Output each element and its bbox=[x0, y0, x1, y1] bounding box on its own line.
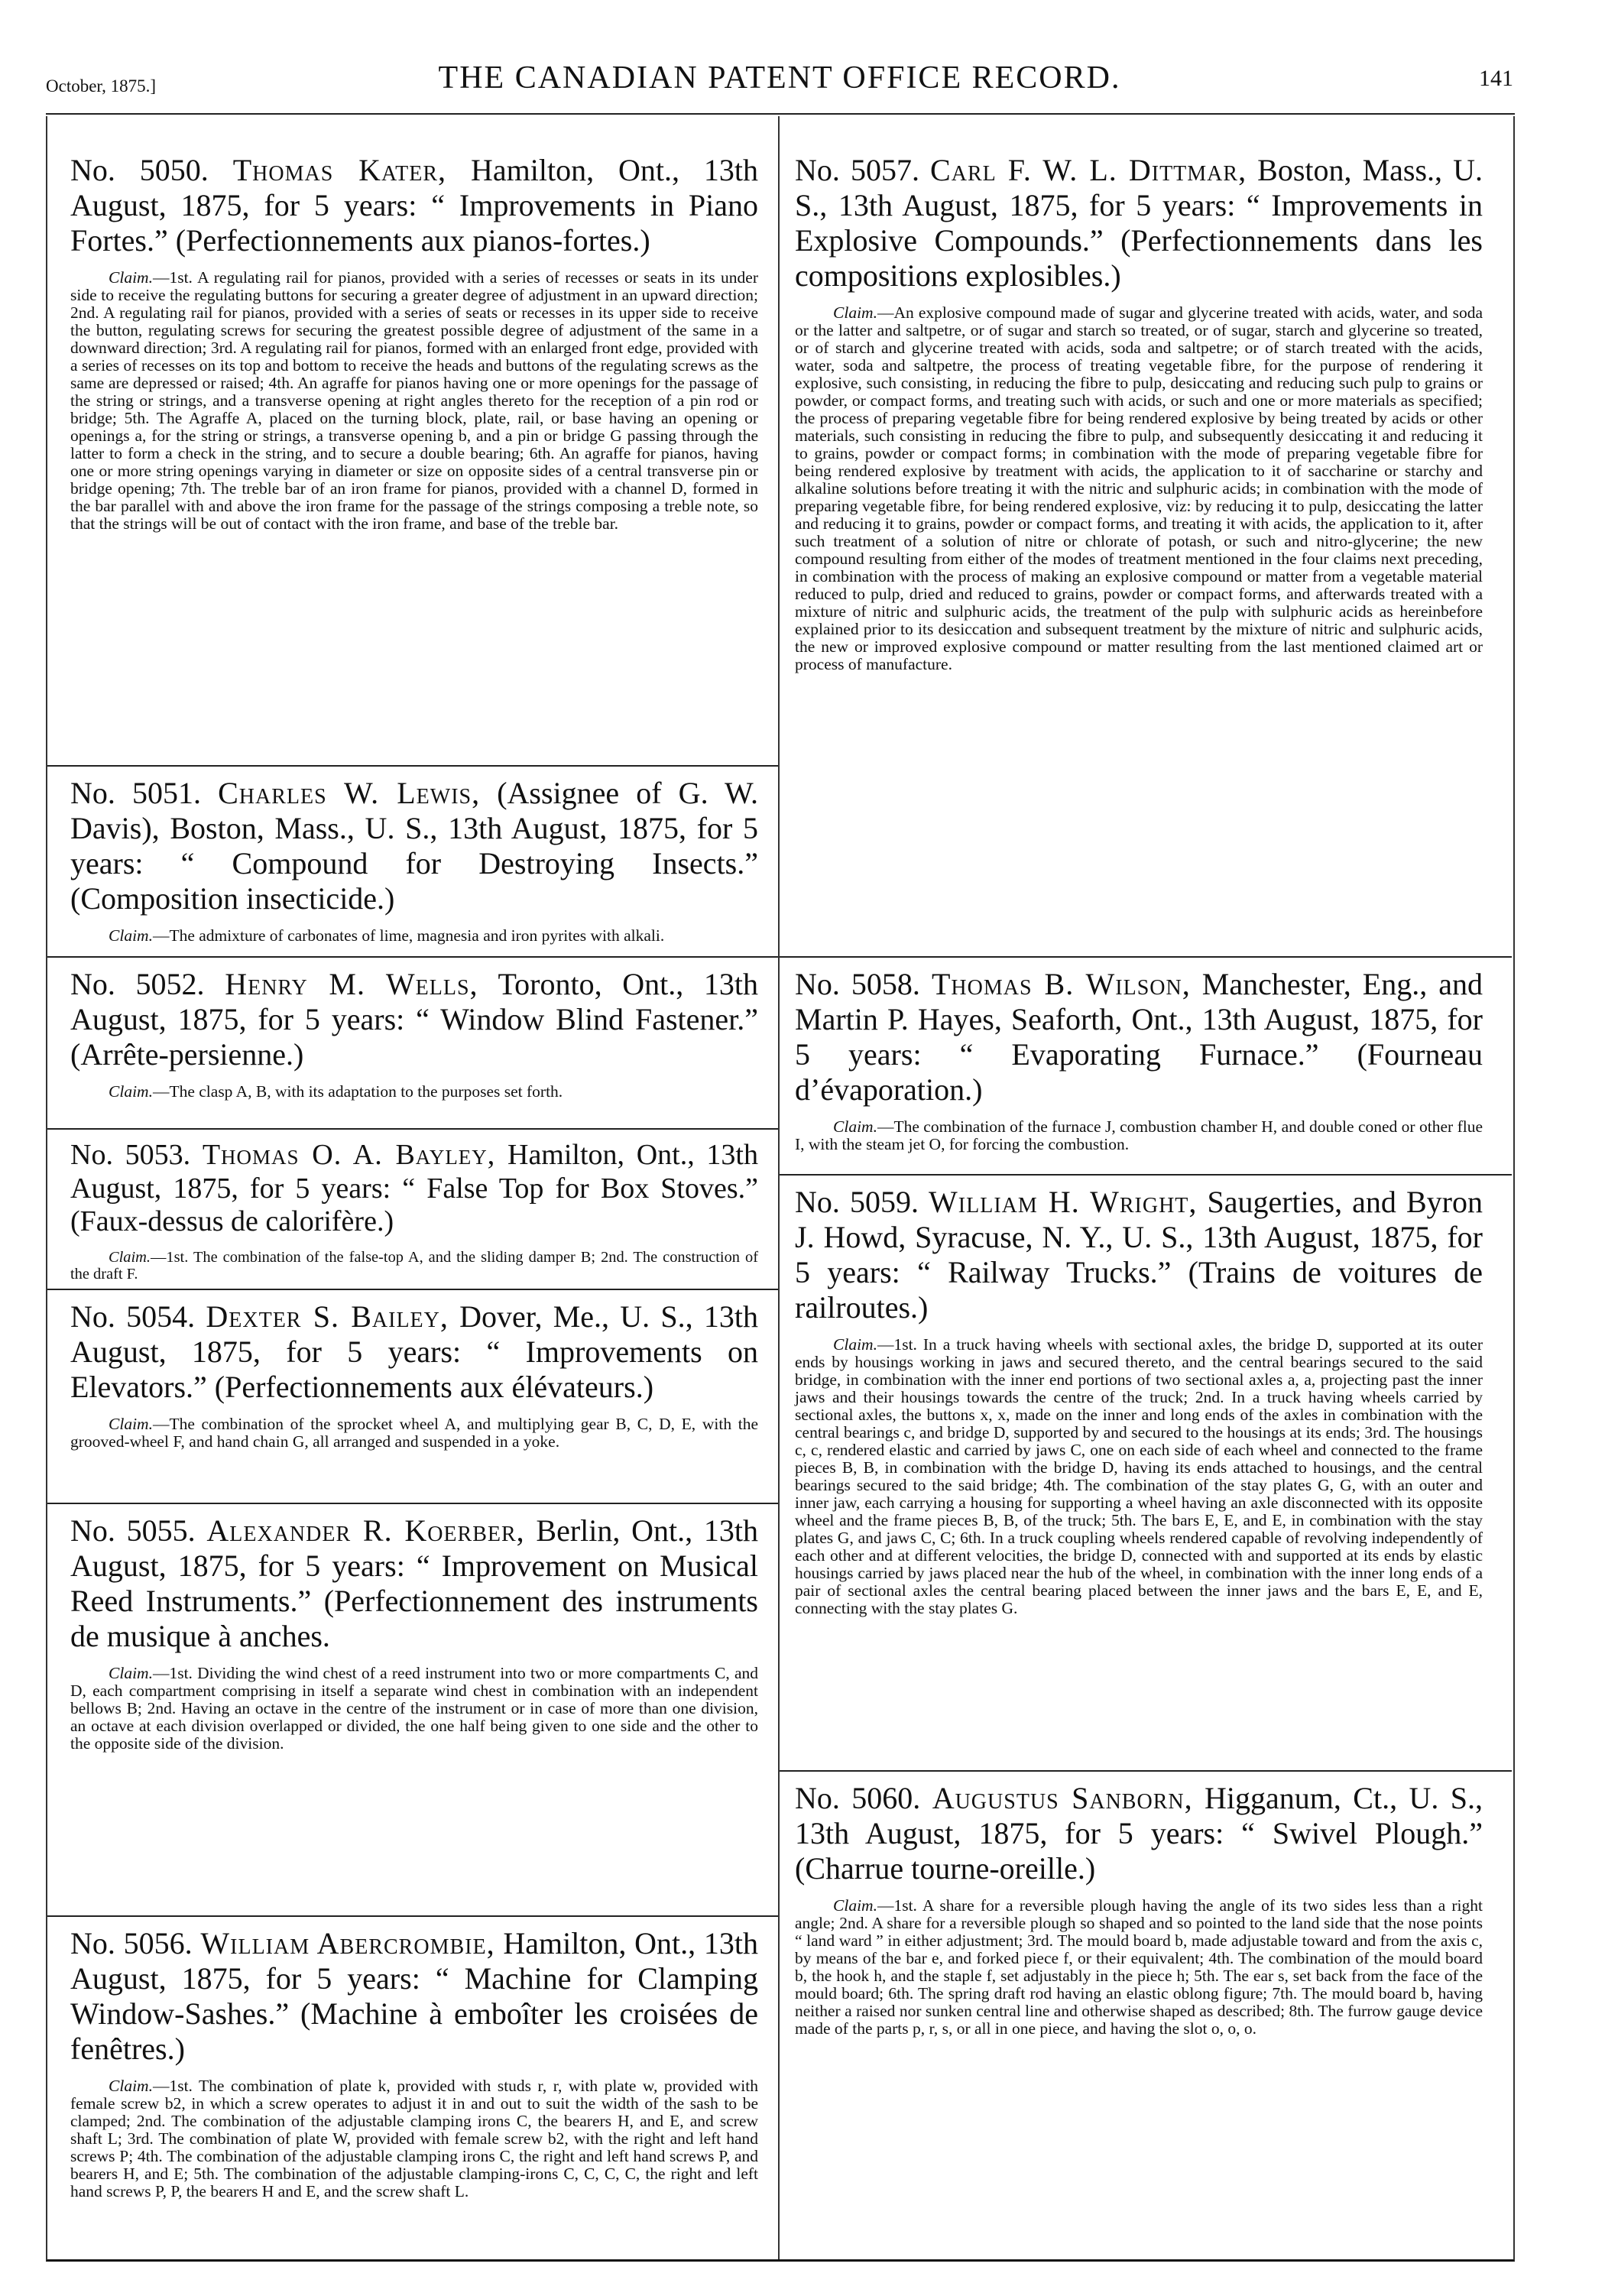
entry-separator bbox=[47, 765, 778, 767]
entry-separator bbox=[780, 1174, 1512, 1176]
entry-number: No. 5059. bbox=[795, 1185, 919, 1219]
claim-text: —1st. The combination of the false-top A, and the sliding damper B; 2nd. The construction of the draft F. bbox=[70, 1249, 758, 1283]
patent-entry-5056 bbox=[70, 1926, 758, 2200]
entry-separator bbox=[47, 956, 778, 958]
entry-text: Saugerties, and Byron J. Howd, Syracuse, N. Y., U. S., 13th August, 1875, for 5 years: “ Railway Trucks.” (Trains de voitures de railroutes.) bbox=[795, 1185, 1483, 1325]
claim-label: Claim. bbox=[109, 1082, 153, 1101]
claim-label: Claim. bbox=[109, 268, 153, 287]
claim-label: Claim. bbox=[109, 926, 153, 945]
patent-entry-5053 bbox=[70, 1139, 758, 1283]
patent-entry-5055 bbox=[70, 1513, 758, 1753]
patent-entry-5060 bbox=[795, 1781, 1483, 2038]
entry-number: No. 5058. bbox=[795, 967, 920, 1001]
header-title: THE CANADIAN PATENT OFFICE RECORD. bbox=[438, 60, 1121, 96]
column-divider bbox=[778, 116, 780, 2259]
entry-number: No. 5055. bbox=[70, 1513, 196, 1548]
header-date: October, 1875.] bbox=[46, 76, 157, 96]
claim-label: Claim. bbox=[109, 2077, 153, 2095]
entry-number: No. 5060. bbox=[795, 1781, 921, 1815]
entry-name: Dexter S. Bailey, bbox=[206, 1299, 449, 1334]
claim-text: —1st. In a truck having wheels with sectional axles, the bridge D, supported at its outer ends by housings working in jaws and secured thereto, and the central bearings secured to the said bridge, in combination with the inner end portions of two sectional axles a, a, projecting past the inner jaws and their housings towards the centre of the truck; 2nd. In a truck having wheels carried by sectional axles, the buttons x, x, made on the inner and long ends of the axles in combination with the central bearings c, and bridge D, supported by and secured to the housings at its ends; 3rd. The housings c, c, rendered elastic and carried by jaws C, one on each side of each wheel and connected to the frame pieces B, B, in combination with the bridge D, having its ends attached to housings, and the central bearings secured to the said bridge; 4th. The combination of the stay plates G, G, with an outer and inner jaw, each carrying a housing for supporting a wheel having an axle disconnected with its opposite wheel and the frame pieces B, B, of the truck; 5th. The bars E, E, and E, in combination with the stay plates G, and jaws C, C; 6th. In a truck coupling wheels rendered capable of revolving independently of each other and at different velocities, the bridge D, connected with and supported at its ends by elastic housings carried by jaws placed near the hub of the wheel, in combination with the inner long ends of a pair of sectional axles the central bearing placed between the inner jaws and the bars E, E, and E, connecting with the stay plates G. bbox=[795, 1335, 1483, 1617]
entry-number: No. 5056. bbox=[70, 1926, 193, 1960]
entry-name: Thomas O. A. Bayley, bbox=[202, 1139, 496, 1171]
entry-separator bbox=[47, 1503, 778, 1504]
entry-number: No. 5054. bbox=[70, 1299, 196, 1334]
entry-name: Alexander R. Koerber, bbox=[206, 1513, 525, 1548]
claim-label: Claim. bbox=[833, 303, 877, 322]
entry-number: No. 5050. bbox=[70, 153, 209, 187]
entry-text: Hamilton, Ont., 13th August, 1875, for 5 years: “ Improvements in Piano Fortes.” (Perfectionnements aux pianos-fortes.) bbox=[70, 153, 758, 258]
entry-name: Thomas B. Wilson, bbox=[931, 967, 1191, 1001]
entry-name: William H. Wright, bbox=[929, 1185, 1198, 1219]
entry-name: Augustus Sanborn, bbox=[932, 1781, 1193, 1815]
entry-text: (Assignee of G. W. Davis), Boston, Mass., U. S., 13th August, 1875, for 5 years: “ Compound for Destroying Insects.” (Composition insecticide.) bbox=[70, 776, 759, 916]
claim-text: —1st. The combination of plate k, provided with studs r, r, with plate w, provided with female screw b2, in which a screw operates to adjust it in and out to suit the width of the sash to be clamped; 2nd. The combination of the adjustable clamping irons C, the bearers H, and E, and screw shaft L; 3rd. The combination of plate W, provided with female screw b2, with the right and left hand screws P; 4th. The combination of the adjustable clamping irons C, the right and left hand screws P, and bearers H, and E; 5th. The combination of the adjustable clamping-irons C, C, C, C, the right and left hand screws P, P, the bearers H and E, and the screw shaft L. bbox=[70, 2077, 758, 2200]
patent-entry-5058 bbox=[795, 967, 1483, 1153]
entry-name: William Abercrombie, bbox=[200, 1926, 495, 1960]
entry-name: Thomas Kater, bbox=[232, 153, 447, 187]
entry-text: Toronto, Ont., 13th August, 1875, for 5 years: “ Window Blind Fastener.” (Arrête-persienne.) bbox=[70, 967, 758, 1072]
claim-label: Claim. bbox=[109, 1415, 153, 1433]
claim-text: —1st. A share for a reversible plough having the angle of its two sides less than a right angle; 2nd. A share for a reversible plough so shaped and so pointed to the land side that the nose points “ land ward ” in either adjustment; 3rd. The mould board b, made adjustable toward and from the axis c, by means of the bar e, and forked piece f, or their equivalent; 4th. The combination of the mould board b, the hook h, and the staple f, set adjustably in the piece h; 5th. The ear s, set back from the face of the mould board; 6th. The spring draft rod having an elastic oblong figure; 7th. The mould board b, having neither a raised nor sunken central line and otherwise shaped as described; 8th. The furrow gauge device made of the parts p, r, s, or all in one piece, and having the slot o, o, o. bbox=[795, 1896, 1483, 2038]
claim-label: Claim. bbox=[109, 1249, 151, 1266]
entry-text: Higganum, Ct., U. S., 13th August, 1875, for 5 years: “ Swivel Plough.” (Charrue tourne-oreille.) bbox=[795, 1781, 1483, 1886]
patent-entry-5054 bbox=[70, 1299, 758, 1451]
entry-text: Boston, Mass., U. S., 13th August, 1875, for 5 years: “ Improvements in Explosive Compounds.” (Perfectionnements dans les compositions explosibles.) bbox=[795, 153, 1483, 293]
claim-text: —The admixture of carbonates of lime, magnesia and iron pyrites with alkali. bbox=[152, 926, 665, 945]
entry-separator bbox=[47, 1128, 778, 1130]
entry-name: Charles W. Lewis, bbox=[218, 776, 481, 810]
claim-text: —1st. Dividing the wind chest of a reed instrument into two or more compartments C, and D, each compartment comprising in itself a separate wind chest in combination with an independent bellows B; 2nd. Having an octave in the centre of the instrument or in case of more than one division, an octave at each division overlapped or divided, the one half being given to one side and the other to the opposite side of the division. bbox=[70, 1664, 758, 1753]
entry-number: No. 5051. bbox=[70, 776, 201, 810]
entry-text: Berlin, Ont., 13th August, 1875, for 5 years: “ Improvement on Musical Reed Instruments.” (Perfectionnement des instruments de musique à anches. bbox=[70, 1513, 759, 1653]
patent-entry-5052 bbox=[70, 967, 758, 1101]
page-number: 141 bbox=[1479, 66, 1513, 91]
claim-text: —An explosive compound made of sugar and glycerine treated with acids, water, and soda or the latter and saltpetre, or of sugar and starch so treated, or of sugar, starch and glycerine so treated, or of starch and glycerine treated with acids, soda and saltpetre; or of starch treated with the acids, water, soda and saltpetre, the process of treating vegetable fibre, for the purpose of rendering it explosive, such consisting, in reducing the fibre to pulp, desiccating and reducing such pulp to grains or powder, or compact forms, and treating such with acids, or such and one or more materials as specified; the process of preparing vegetable fibre for being rendered explosive by being treated by acids or other materials, such consisting in reducing the fibre to pulp, and subsequently desiccating it and reducing it to grains, powder or compact forms; in combination with the mode of preparing vegetable fibre for being rendered explosive by treatment with acids, the application to it of saccharine or starchy and alkaline solutions before treating it with the nitric and sulphuric acids; in combination with the mode of preparing vegetable fibre, for being rendered explosive, viz: by reducing it to pulp, desiccating the latter and reducing it to grains, powder or compact forms, and treating it with acids, the application to it, after such treatment of a solution of nitre or chlorate of potash, or such and nitro-glycerine; the new compound resulting from either of the modes of treatment mentioned in the four claims next preceding, in combination with the process of making an explosive compound or matter from a vegetable material reduced to pulp, dried and reduced to grains, powder or compact forms, and afterwards treated with a mixture of nitric and sulphuric acids, the treatment of the pulp with sulphuric acids as hereinbefore explained prior to its desiccation and subsequent treatment by the mixture of nitric and sulphuric acids, the new or improved explosive compound or matter resulting from the last mentioned claimed art or process of manufacture. bbox=[795, 303, 1483, 673]
patent-entry-5057 bbox=[795, 153, 1483, 673]
entry-text: Dover, Me., U. S., 13th August, 1875, for 5 years: “ Improvements on Elevators.” (Perfectionnements aux élévateurs.) bbox=[70, 1299, 759, 1404]
claim-label: Claim. bbox=[833, 1896, 877, 1915]
entry-text: Manchester, Eng., and Martin P. Hayes, Seaforth, Ont., 13th August, 1875, for 5 years: “ Evaporating Furnace.” (Fourneau d’évaporation.) bbox=[795, 967, 1483, 1107]
claim-text: —The clasp A, B, with its adaptation to the purposes set forth. bbox=[152, 1082, 563, 1101]
entry-text: Hamilton, Ont., 13th August, 1875, for 5 years: “ Machine for Clamping Window-Sashes.” (Machine à emboîter les croisées de fenêtres.) bbox=[70, 1926, 759, 2066]
patent-entry-5050 bbox=[70, 153, 758, 533]
claim-label: Claim. bbox=[833, 1335, 877, 1354]
claim-text: —The combination of the sprocket wheel A, and multiplying gear B, C, D, E, with the grooved-wheel F, and hand chain G, all arranged and suspended in a yoke. bbox=[70, 1415, 758, 1451]
entry-number: No. 5057. bbox=[795, 153, 919, 187]
entry-separator bbox=[47, 1915, 778, 1917]
entry-number: No. 5053. bbox=[70, 1139, 191, 1171]
entry-name: Carl F. W. L. Dittmar, bbox=[930, 153, 1247, 187]
right-column bbox=[795, 0, 1483, 2296]
patent-entry-5059 bbox=[795, 1185, 1483, 1617]
claim-label: Claim. bbox=[833, 1117, 877, 1136]
claim-text: —The combination of the furnace J, combustion chamber H, and double coned or other flue I, with the steam jet O, for forcing the combustion. bbox=[795, 1117, 1483, 1153]
claim-label: Claim. bbox=[109, 1664, 153, 1682]
entry-text: Hamilton, Ont., 13th August, 1875, for 5 years: “ False Top for Box Stoves.” (Faux-dessus de calorifère.) bbox=[70, 1139, 758, 1238]
entry-separator bbox=[780, 956, 1512, 958]
entry-separator bbox=[47, 1289, 778, 1290]
claim-text: —1st. A regulating rail for pianos, provided with a series of recesses or seats in its under side to receive the regulating buttons for securing a greater degree of adjustment in an upward direction; 2nd. A regulating rail for pianos, provided with a series of seats or recesses in its upper side to receive the button, regulating screws for securing the greatest possible degree of adjustment of the same in a downward direction; 3rd. A regulating rail for pianos, formed with an enlarged front edge, provided with a series of recesses on its top and bottom to receive the heads and buttons of the regulating screws as the same are depressed or raised; 4th. An agraffe for pianos having one or more openings for the passage of the string or strings, and a transverse opening at right angles thereto for the reception of a pin rod or bridge; 5th. The Agraffe A, placed on the turning block, plate, rail, or base having an opening or openings a, for the string or strings, a transverse opening b, and a pin or bridge G passing through the latter to form a check in the string, and to secure a double bearing; 6th. An agraffe for pianos, having one or more string openings varying in diameter or size on opposite sides of a central transverse pin or bridge opening; 7th. The treble bar of an iron frame for pianos, provided with a channel D, formed in the bar parallel with and above the iron frame for the passage of the strings composing a treble note, so that the strings will be out of contact with the iron frame, and base of the treble bar. bbox=[70, 268, 758, 533]
entry-separator bbox=[780, 1770, 1512, 1772]
entry-name: Henry M. Wells, bbox=[225, 967, 478, 1001]
left-column bbox=[70, 0, 758, 2296]
patent-entry-5051 bbox=[70, 776, 758, 945]
entry-number: No. 5052. bbox=[70, 967, 205, 1001]
